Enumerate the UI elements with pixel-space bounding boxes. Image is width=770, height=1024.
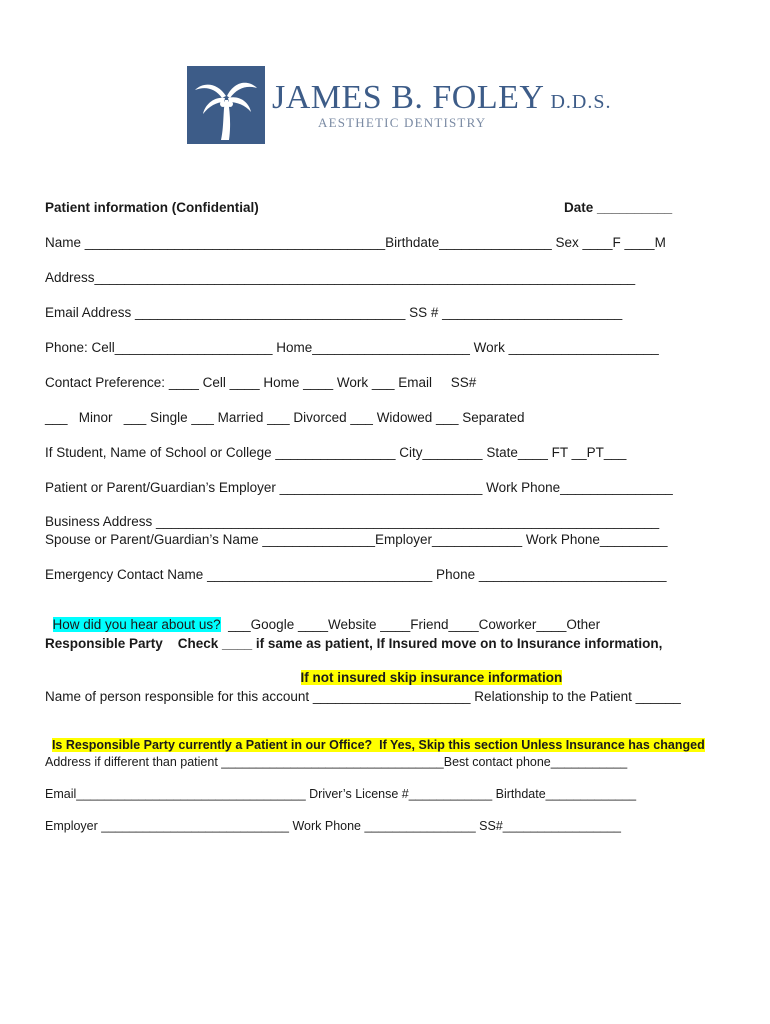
student-school-field[interactable]: If Student, Name of School or College ________________ City________ State____ FT __PT___ (45, 445, 627, 460)
palm-tree-icon (187, 66, 265, 144)
email-license-field[interactable]: Email_________________________________ Driver’s License #____________ Birthdate_____________ (45, 787, 637, 801)
responsible-name-field[interactable]: Name of person responsible for this account _____________________ Relationship to the Patient ______ (45, 689, 681, 704)
practice-suffix: D.D.S. (550, 91, 612, 113)
name-birthdate-sex-field[interactable]: Name ________________________________________Birthdate_______________ Sex ____F ____M (45, 235, 666, 250)
email-ss-field[interactable]: Email Address ____________________________________ SS # ________________________ (45, 305, 623, 320)
logo-mark (187, 66, 265, 144)
emergency-contact-field[interactable]: Emergency Contact Name ______________________________ Phone _________________________ (45, 567, 667, 582)
business-address-field[interactable]: Business Address ___________________________________________________________________ (45, 514, 660, 529)
responsible-employer-field[interactable]: Employer ___________________________ Work Phone ________________ SS#_________________ (45, 819, 621, 833)
insurance-note: If not insured skip insurance information (300, 670, 563, 686)
referral-question: How did you hear about us? (52, 617, 221, 633)
responsible-patient-question: Is Responsible Party currently a Patient in our Office? If Yes, Skip this section Unless Insurance has changed (51, 738, 705, 752)
practice-name-text: JAMES B. FOLEY (272, 79, 545, 116)
employer-field[interactable]: Patient or Parent/Guardian’s Employer ___________________________ Work Phone_______________ (45, 480, 673, 495)
marital-status-field[interactable]: ___ Minor ___ Single ___ Married ___ Divorced ___ Widowed ___ Separated (45, 410, 525, 425)
responsible-patient-question-row (45, 723, 705, 753)
referral-source-row (45, 601, 600, 633)
address-field[interactable]: Address________________________________________________________________________ (45, 270, 636, 285)
referral-options[interactable]: ___Google ____Website ____Friend____Coworker____Other (220, 617, 601, 633)
responsible-party-note (293, 654, 562, 686)
spouse-guardian-field[interactable]: Spouse or Parent/Guardian’s Name _______________Employer____________ Work Phone_________ (45, 532, 668, 547)
practice-tagline: AESTHETIC DENTISTRY (318, 115, 487, 130)
contact-preference-field[interactable]: Contact Preference: ____ Cell ____ Home ____ Work ___ Email SS# (45, 375, 477, 390)
date-field[interactable]: Date __________ (564, 200, 673, 215)
practice-name (272, 81, 611, 115)
form-title: Patient information (Confidential) (45, 200, 259, 215)
alt-address-field[interactable]: Address if different than patient ________________________________Best contact phone___________ (45, 755, 628, 769)
responsible-party-heading[interactable]: Responsible Party Check ____ if same as patient, If Insured move on to Insurance information, (45, 636, 663, 651)
phone-field[interactable]: Phone: Cell_____________________ Home_____________________ Work ____________________ (45, 340, 659, 355)
